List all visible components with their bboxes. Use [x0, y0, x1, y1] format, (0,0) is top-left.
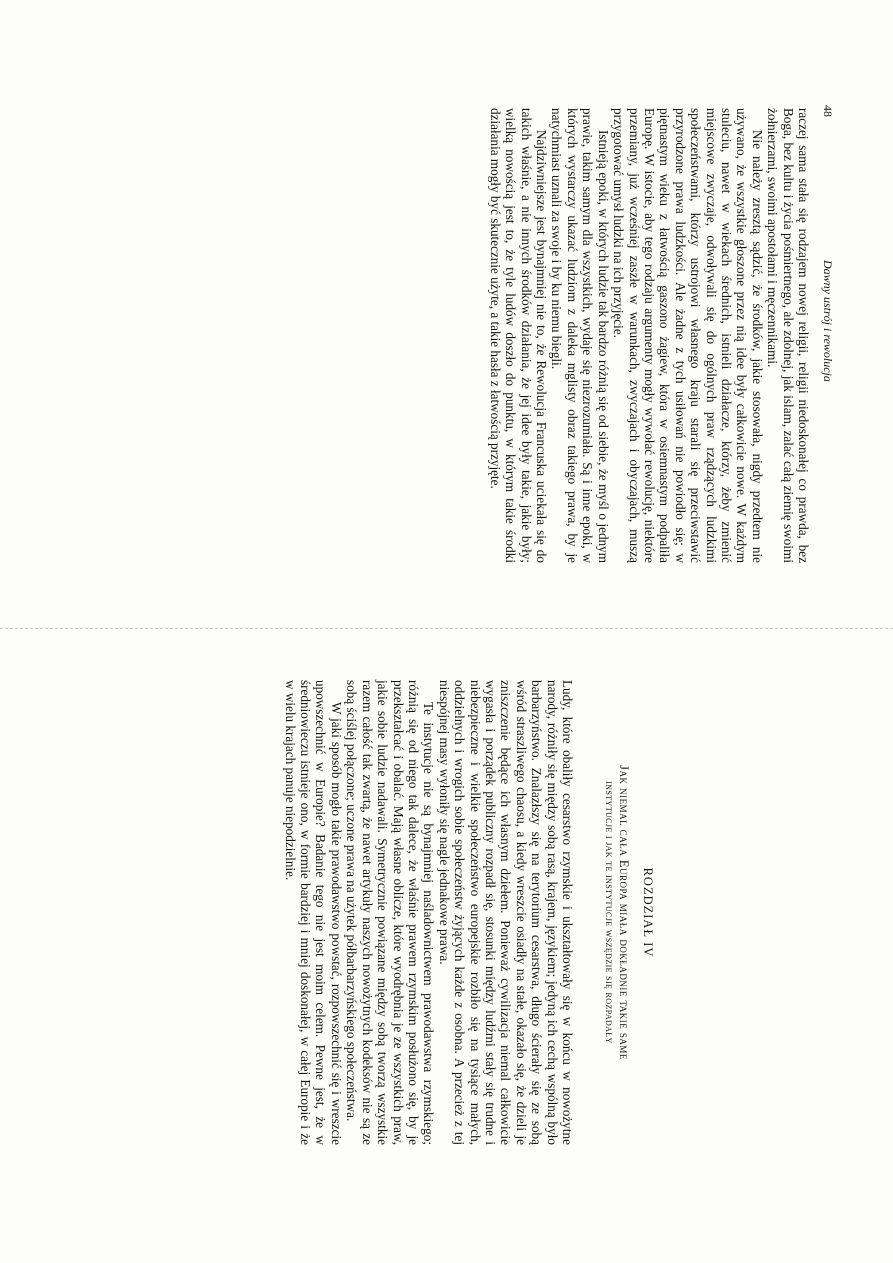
paragraph: W jaki sposób mogło takie prawodawstwo powstać, rozpowszechnić się i wreszcie upowszechnić w Europie? Badanie tego nie jest moim celem. Pewne jest, że w średniowieczu istnieje ono, w formie bardziej i mniej doskonałej, w całej Europie i że w wielu krajach panuje niepodzielnie. [282, 680, 344, 1145]
paragraph: Istnieją epoki, w których ludzie tak bardzo różnią się od siebie, że myśl o jednym prawie, takim samym dla wszystkich, wydaje się niezrozumiała. Są i inne epoki, w których wystarczy ukazać ludziom z daleka mglisty obraz takiego prawa, by je natychmiast uznali za swoje i by ku niemu biegli. [549, 108, 611, 563]
right-text-column [282, 680, 575, 1145]
paragraph: Najdziwniejsze jest bynajmniej nie to, że Rewolucja Francuska uciekała się do takich właśnie, a nie innych środków działania, że jej idee były takie, jakie były; wielką nowością jest to, że tyle ludów doszło do punktu, w którym takie środki działania mogły być skutecznie użyte, a takie hasła z łatwością przyjęte. [487, 108, 550, 563]
running-head-title: Dawny ustrój i rewolucja [821, 260, 835, 382]
chapter-title-line-1: Jak niemal cała Europa miała dokładnie takie same [617, 765, 631, 1060]
paragraph: raczej sama stała się rodzajem nowej religii, religii niedoskonałej co prawda, bez Boga, bez kultu i życia pośmiertnego, ale zdolnej, jak islam, zalać całą ziemię swoimi żołnierzami, swoimi apostołami i męczennikami. [765, 108, 811, 563]
left-text-column [487, 108, 811, 563]
paragraph: Te instytucje nie są bynajmniej naśladownictwem prawodawstwa rzymskiego; różnią się od niego tak dalece, że właśnie prawem rzymskim posłużono się, by je przekształcać i obalać. Mają własne oblicze, które wyodrębnia je ze wszystkich praw, jakie sobie ludzie nadawali. Symetrycznie powiązane między sobą tworzą wszystkie razem całość tak zwartą, że nawet artykuły naszych nowożytnych kodeksów nie są ze sobą ściślej połączone; uczone prawa na użytek półbarbarzyńskiego społeczeństwa. [344, 680, 437, 1145]
right-page [0, 632, 893, 1263]
left-page [0, 0, 893, 631]
page-number: 48 [821, 105, 835, 117]
chapter-label: ROZDZIAŁ IV [641, 867, 655, 958]
paragraph: Nie należy zresztą sądzić, że środków, jakie stosowała, nigdy przedtem nie używano, że wszystkie głoszone przez nią idee były całkowicie nowe. W każdym stuleciu, nawet w wiekach średnich, istnieli działacze, którzy, żeby zmienić miejscowe zwyczaje, odwoływali się do ogólnych praw rządzących ludzkimi społeczeństwami, którzy ustrojowi własnego kraju starali się przeciwstawić przyrodzone prawa ludzkości. Ale żadne z tych usiłowań nie powiodło się; w piętnastym wieku z łatwością gaszono żagiew, która w osiemnastym podpaliła Europę. W istocie, aby tego rodzaju argumenty mogły wywołać rewolucję, niektóre przemiany, już wcześniej zaszłe w warunkach, zwyczajach i obyczajach, muszą przygotować umysł ludzki na ich przyjęcie. [611, 108, 765, 563]
paragraph: Ludy, które obaliły cesarstwo rzymskie i ukształtowały się w końcu w nowożytne narody, różniły się między sobą rasą, krajem, językiem; jedyną ich cechą wspólną było barbarzyństwo. Znalazłszy się na terytorium cesarstwa, długo ścierały się ze sobą wśród straszliwego chaosu, a kiedy wreszcie osiadły na stałe, okazało się, że dzieli je zniszczenie będące ich własnym dziełem. Ponieważ cywilizacja niemal całkowicie wygasła i porządek publiczny rozpadł się, stosunki między ludźmi stały się trudne i niebezpieczne i wielkie społeczeństwo europejskie rozbiło się na tysiące małych, oddzielnych i wrogich sobie społeczeństw żyjących każde z osobna. A przecież z tej niespójnej masy wyłoniły się nagle jednakowe prawa. [436, 680, 575, 1145]
chapter-title-line-2: instytucje i jak te instytucje wszędzie się rozpadały [603, 781, 615, 1044]
